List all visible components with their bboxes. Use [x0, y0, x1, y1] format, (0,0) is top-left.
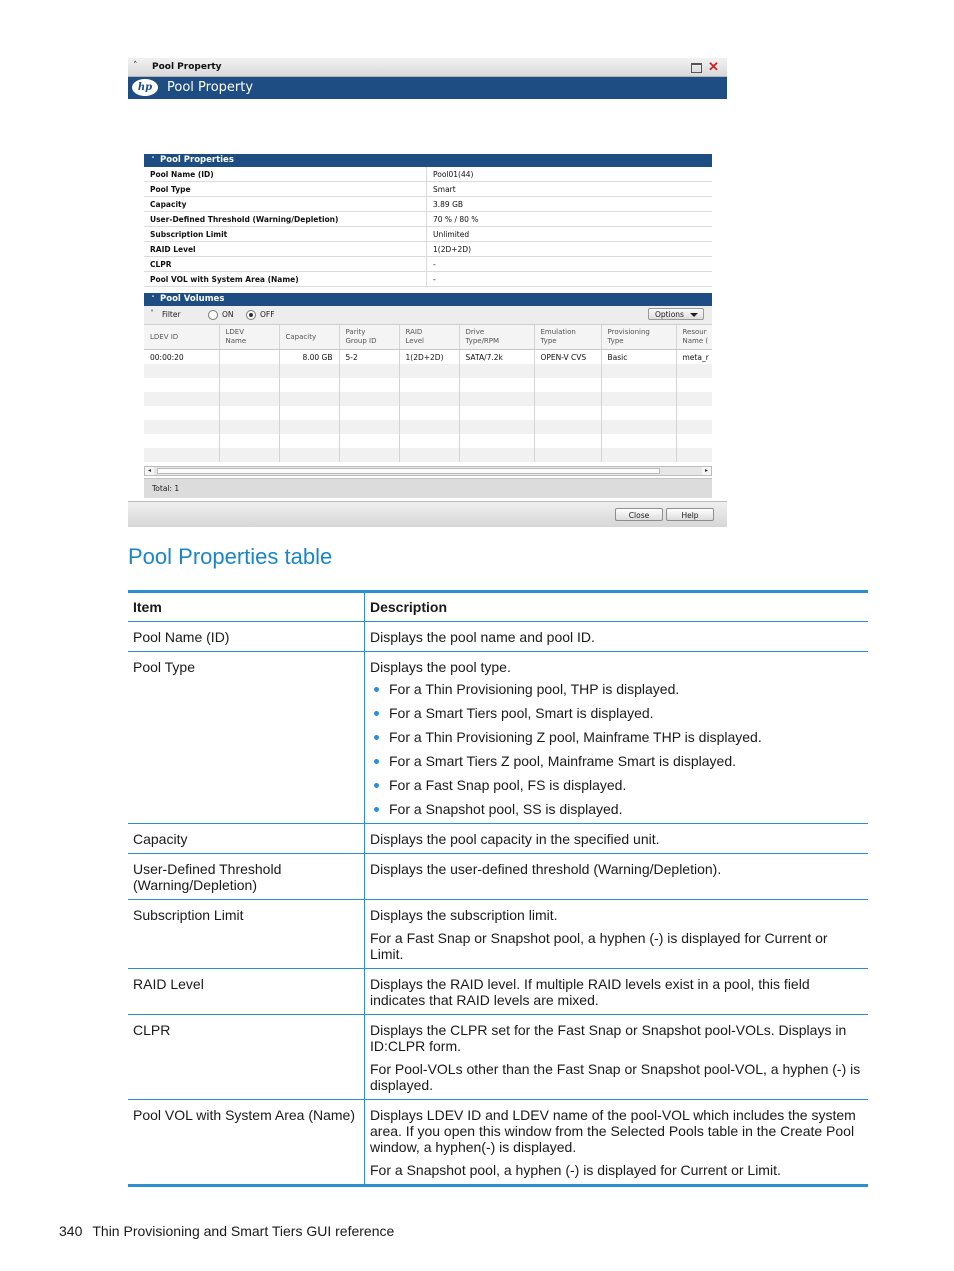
- table-row: [128, 622, 868, 652]
- volume-cell: meta_r: [676, 350, 712, 365]
- column-header-line: Name (: [682, 337, 709, 345]
- options-button[interactable]: [648, 308, 704, 320]
- item-cell: CLPR: [128, 1015, 365, 1100]
- property-label: Pool Name (ID): [144, 167, 427, 182]
- property-label: User-Defined Threshold (Warning/Depletion): [144, 212, 427, 227]
- close-button[interactable]: Close: [615, 508, 663, 521]
- volume-cell: [279, 448, 339, 462]
- item-cell: Subscription Limit: [128, 900, 365, 969]
- description-cell: Displays the user-defined threshold (Warning/Depletion).: [365, 854, 869, 900]
- volume-cell: [459, 434, 534, 448]
- table-row: [128, 652, 868, 824]
- volume-cell: [219, 406, 279, 420]
- collapse-icon[interactable]: ˄: [151, 156, 155, 164]
- volume-cell: [399, 434, 459, 448]
- property-value: -: [427, 272, 713, 287]
- table-row: [144, 434, 712, 448]
- volume-cell: [399, 406, 459, 420]
- panel-title: Pool Properties: [160, 155, 234, 165]
- column-header-line: Type/RPM: [465, 337, 500, 345]
- volume-cell: [219, 392, 279, 406]
- list-item: For a Fast Snap pool, FS is displayed.: [370, 777, 863, 793]
- property-value: Unlimited: [427, 227, 713, 242]
- volume-cell: [339, 434, 399, 448]
- volume-cell: [534, 434, 601, 448]
- dropdown-arrow-icon: [690, 313, 698, 317]
- table-row: [144, 364, 712, 378]
- table-row: [144, 406, 712, 420]
- item-cell: RAID Level: [128, 969, 365, 1015]
- property-row: [144, 197, 712, 212]
- window-title-bar: [128, 58, 727, 77]
- volume-cell: [399, 364, 459, 378]
- volume-cell: [601, 434, 676, 448]
- table-row: [128, 900, 868, 969]
- volume-cell: [676, 364, 712, 378]
- description-cell: [365, 652, 869, 824]
- volume-cell: 00:00:20: [144, 350, 219, 365]
- volume-cell: [339, 378, 399, 392]
- column-header[interactable]: [279, 325, 339, 350]
- column-header-line: Provisioning: [607, 328, 650, 336]
- volume-cell: [601, 448, 676, 462]
- volume-cell: [279, 364, 339, 378]
- column-header[interactable]: [219, 325, 279, 350]
- description-note: For a Fast Snap or Snapshot pool, a hyphen (-) is displayed for Current or Limit.: [370, 930, 828, 962]
- volume-cell: [459, 364, 534, 378]
- volume-cell: SATA/7.2k: [459, 350, 534, 365]
- pool-type-list: [370, 681, 863, 817]
- volume-cell: [601, 364, 676, 378]
- property-row: [144, 257, 712, 272]
- volume-cell: [144, 420, 219, 434]
- volume-cell: [459, 406, 534, 420]
- volume-cell: [339, 392, 399, 406]
- property-value: Smart: [427, 182, 713, 197]
- table-row: [144, 448, 712, 462]
- volume-cell: [144, 378, 219, 392]
- property-label: Subscription Limit: [144, 227, 427, 242]
- page-number: 340: [59, 1223, 83, 1239]
- volume-cell: [676, 448, 712, 462]
- dialog-button-bar: [128, 501, 727, 527]
- column-header-line: Drive: [465, 328, 485, 336]
- column-header-line: LDEV: [225, 328, 245, 336]
- column-header-line: Type: [540, 337, 557, 345]
- volume-cell: [459, 420, 534, 434]
- column-header-line: Level: [405, 337, 424, 345]
- volume-cell: [219, 364, 279, 378]
- table-header-row: [128, 592, 868, 622]
- volume-cell: [339, 406, 399, 420]
- description-cell: [365, 1100, 869, 1186]
- volume-cell: [219, 434, 279, 448]
- list-item: For a Thin Provisioning Z pool, Mainframe THP is displayed.: [370, 729, 863, 745]
- description-cell: Displays the pool capacity in the specified unit.: [365, 824, 869, 854]
- volume-cell: [399, 448, 459, 462]
- volume-cell: [279, 378, 339, 392]
- filter-off-label: OFF: [260, 310, 275, 319]
- volume-cell: [219, 420, 279, 434]
- volume-cell: [601, 378, 676, 392]
- volume-cell: [534, 392, 601, 406]
- options-label: Options: [655, 310, 684, 319]
- description-column-header: Description: [365, 592, 869, 622]
- column-header-line: Name: [225, 337, 247, 345]
- volume-cell: [279, 420, 339, 434]
- pool-properties-grid: [144, 167, 712, 287]
- volume-cell: [534, 420, 601, 434]
- item-cell: Pool Name (ID): [128, 622, 365, 652]
- property-value: 1(2D+2D): [427, 242, 713, 257]
- volume-cell: [144, 392, 219, 406]
- column-header-line: LDEV ID: [150, 332, 179, 341]
- volume-cell: [399, 392, 459, 406]
- volume-cell: [219, 350, 279, 365]
- volume-cell: [279, 434, 339, 448]
- volume-cell: [601, 392, 676, 406]
- dialog-header: [128, 77, 727, 99]
- total-count: Total: 1: [152, 484, 180, 493]
- column-header-line: Parity: [345, 328, 366, 336]
- column-header[interactable]: [534, 325, 601, 350]
- window-title: Pool Property: [152, 62, 222, 72]
- property-value: Pool01(44): [427, 167, 713, 182]
- table-row: [128, 854, 868, 900]
- property-row: [144, 272, 712, 287]
- table-row: [144, 378, 712, 392]
- volume-cell: [534, 364, 601, 378]
- volume-cell: 8.00 GB: [279, 350, 339, 365]
- property-row: [144, 167, 712, 182]
- volume-cell: [144, 406, 219, 420]
- volume-cell: [459, 448, 534, 462]
- scroll-right-icon[interactable]: ▸: [702, 467, 711, 475]
- column-header-line: Group ID: [345, 337, 377, 345]
- table-row: [128, 969, 868, 1015]
- table-row: [144, 392, 712, 406]
- volume-cell: [144, 434, 219, 448]
- scroll-thumb[interactable]: [157, 468, 660, 474]
- volume-cell: [601, 420, 676, 434]
- pool-volumes-panel-header[interactable]: [144, 293, 712, 306]
- column-header-line: Emulation: [540, 328, 576, 336]
- volume-cell: [399, 420, 459, 434]
- filter-expand-icon[interactable]: ˄: [150, 309, 154, 318]
- volume-cell: [601, 406, 676, 420]
- property-label: RAID Level: [144, 242, 427, 257]
- volume-cell: [279, 392, 339, 406]
- column-header-line: RAID: [405, 328, 423, 336]
- pool-properties-table: [128, 590, 868, 1187]
- list-item: For a Thin Provisioning pool, THP is displayed.: [370, 681, 863, 697]
- collapse-icon[interactable]: ˄: [151, 295, 155, 303]
- filter-on-label: ON: [222, 310, 234, 319]
- volumes-header-row: [144, 325, 712, 350]
- column-header[interactable]: [459, 325, 534, 350]
- column-header[interactable]: [339, 325, 399, 350]
- item-cell: Capacity: [128, 824, 365, 854]
- property-value: 70 % / 80 %: [427, 212, 713, 227]
- volume-cell: [279, 406, 339, 420]
- close-icon[interactable]: ✕: [708, 59, 719, 74]
- property-row: [144, 182, 712, 197]
- volume-cell: [459, 392, 534, 406]
- volume-cell: [144, 448, 219, 462]
- column-header[interactable]: [601, 325, 676, 350]
- item-cell: Pool Type: [128, 652, 365, 824]
- page-footer: [59, 1223, 394, 1239]
- maximize-icon[interactable]: [691, 63, 702, 73]
- panel-title: Pool Volumes: [160, 294, 225, 304]
- property-value: -: [427, 257, 713, 272]
- volume-cell: [676, 406, 712, 420]
- table-row: [128, 1015, 868, 1100]
- description-cell: [365, 900, 869, 969]
- volume-cell: [676, 434, 712, 448]
- hp-logo: hp: [132, 79, 158, 96]
- volume-cell: [676, 420, 712, 434]
- volume-cell: OPEN-V CVS: [534, 350, 601, 365]
- volume-cell: [534, 448, 601, 462]
- property-label: Pool Type: [144, 182, 427, 197]
- column-header-line: Type: [607, 337, 624, 345]
- volume-cell: [219, 448, 279, 462]
- list-item: For a Smart Tiers Z pool, Mainframe Smart is displayed.: [370, 753, 863, 769]
- volume-cell: [219, 378, 279, 392]
- total-bar: [144, 478, 712, 498]
- volume-cell: 5-2: [339, 350, 399, 365]
- description-note: For Pool-VOLs other than the Fast Snap or Snapshot pool-VOL, a hyphen (-) is displayed.: [370, 1061, 861, 1093]
- dialog-title: Pool Property: [167, 80, 254, 95]
- horizontal-scrollbar[interactable]: [144, 466, 712, 476]
- column-header[interactable]: [144, 325, 219, 350]
- footer-text: Thin Provisioning and Smart Tiers GUI reference: [92, 1223, 395, 1239]
- column-header[interactable]: [676, 325, 712, 350]
- volume-cell: [339, 420, 399, 434]
- volume-cell: [144, 364, 219, 378]
- table-row: [128, 1100, 868, 1186]
- description-text: Displays the pool type.: [370, 659, 511, 675]
- property-row: [144, 227, 712, 242]
- description-cell: Displays the RAID level. If multiple RAID levels exist in a pool, this field indicates that RAID levels are mixed.: [365, 969, 869, 1015]
- volume-cell: [676, 378, 712, 392]
- description-text: Displays LDEV ID and LDEV name of the pool-VOL which includes the system area. If you open this window from the Selected Pools table in the Create Pool window, a hyphen(-) is displayed.: [370, 1107, 856, 1155]
- table-row: [128, 824, 868, 854]
- list-item: For a Snapshot pool, SS is displayed.: [370, 801, 863, 817]
- volume-cell: [339, 448, 399, 462]
- filter-label: Filter: [162, 310, 181, 319]
- item-cell: Pool VOL with System Area (Name): [128, 1100, 365, 1186]
- description-text: Displays the subscription limit.: [370, 907, 558, 923]
- volume-cell: [339, 364, 399, 378]
- volume-cell: [399, 378, 459, 392]
- list-item: For a Smart Tiers pool, Smart is displayed.: [370, 705, 863, 721]
- property-value: 3.89 GB: [427, 197, 713, 212]
- filter-on-radio[interactable]: [208, 310, 218, 320]
- table-row: [144, 420, 712, 434]
- volume-cell: [459, 378, 534, 392]
- property-label: Capacity: [144, 197, 427, 212]
- volume-cell: 1(2D+2D): [399, 350, 459, 365]
- property-row: [144, 242, 712, 257]
- property-label: CLPR: [144, 257, 427, 272]
- description-cell: [365, 1015, 869, 1100]
- scroll-left-icon[interactable]: ◂: [145, 467, 154, 475]
- pool-property-dialog: [128, 58, 727, 526]
- property-row: [144, 212, 712, 227]
- volume-cell: [534, 406, 601, 420]
- section-title: Pool Properties table: [128, 544, 333, 569]
- help-button[interactable]: Help: [666, 508, 714, 521]
- description-cell: Displays the pool name and pool ID.: [365, 622, 869, 652]
- property-label: Pool VOL with System Area (Name): [144, 272, 427, 287]
- item-cell: User-Defined Threshold (Warning/Depletion): [128, 854, 365, 900]
- table-row[interactable]: [144, 350, 712, 365]
- filter-off-radio[interactable]: [246, 310, 256, 320]
- description-note: For a Snapshot pool, a hyphen (-) is displayed for Current or Limit.: [370, 1162, 781, 1178]
- description-text: Displays the CLPR set for the Fast Snap or Snapshot pool-VOLs. Displays in ID:CLPR form.: [370, 1022, 847, 1054]
- volume-cell: Basic: [601, 350, 676, 365]
- volume-cell: [534, 378, 601, 392]
- volume-cell: [676, 392, 712, 406]
- column-header[interactable]: [399, 325, 459, 350]
- item-column-header: Item: [128, 592, 365, 622]
- volumes-toolbar: [144, 306, 712, 325]
- column-header-line: Capacity: [285, 332, 317, 341]
- column-header-line: Resour: [682, 328, 707, 336]
- collapse-icon[interactable]: ˄: [133, 61, 138, 71]
- pool-volumes-grid: [144, 325, 712, 466]
- pool-properties-panel-header[interactable]: [144, 154, 712, 167]
